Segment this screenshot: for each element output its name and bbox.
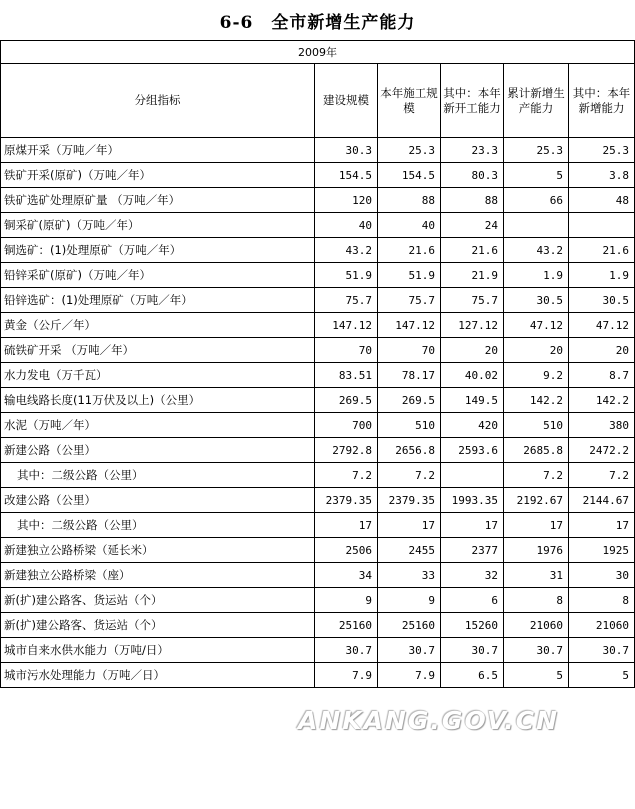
table-cell: 43.2 bbox=[504, 238, 569, 263]
table-cell: 2472.2 bbox=[569, 438, 635, 463]
table-cell: 20 bbox=[569, 338, 635, 363]
table-cell: 5 bbox=[504, 663, 569, 688]
page-title: 6-6 全市新增生产能力 bbox=[219, 12, 416, 33]
row-label: 水泥（万吨／年） bbox=[1, 413, 315, 438]
table-cell: 30.7 bbox=[315, 638, 378, 663]
table-cell: 1993.35 bbox=[441, 488, 504, 513]
table-cell: 2192.67 bbox=[504, 488, 569, 513]
row-label: 铁矿开采(原矿)（万吨／年） bbox=[1, 163, 315, 188]
table-cell: 1.9 bbox=[504, 263, 569, 288]
table-cell: 30.5 bbox=[569, 288, 635, 313]
row-label: 铜采矿(原矿)（万吨／年） bbox=[1, 213, 315, 238]
table-cell: 154.5 bbox=[378, 163, 441, 188]
table-cell: 3.8 bbox=[569, 163, 635, 188]
table-cell: 2144.67 bbox=[569, 488, 635, 513]
row-label: 其中：二级公路（公里） bbox=[1, 513, 315, 538]
table-cell: 25.3 bbox=[569, 138, 635, 163]
table-cell: 47.12 bbox=[569, 313, 635, 338]
table-row bbox=[1, 488, 635, 513]
table-cell: 48 bbox=[569, 188, 635, 213]
table-cell: 5 bbox=[569, 663, 635, 688]
table-cell: 7.2 bbox=[315, 463, 378, 488]
row-label: 新建独立公路桥梁（座） bbox=[1, 563, 315, 588]
table-cell: 2593.6 bbox=[441, 438, 504, 463]
table-cell: 17 bbox=[504, 513, 569, 538]
table-cell: 154.5 bbox=[315, 163, 378, 188]
row-label: 铅锌采矿(原矿)（万吨／年） bbox=[1, 263, 315, 288]
table-cell bbox=[441, 463, 504, 488]
table-cell: 88 bbox=[378, 188, 441, 213]
table-cell: 17 bbox=[315, 513, 378, 538]
table-cell: 34 bbox=[315, 563, 378, 588]
table-cell: 88 bbox=[441, 188, 504, 213]
table-cell: 510 bbox=[378, 413, 441, 438]
table-cell: 147.12 bbox=[378, 313, 441, 338]
table-cell: 2379.35 bbox=[315, 488, 378, 513]
column-header-3: 其中：本年新开工能力 bbox=[441, 64, 504, 138]
table-cell: 70 bbox=[378, 338, 441, 363]
table-row bbox=[1, 238, 635, 263]
table-cell: 510 bbox=[504, 413, 569, 438]
table-row bbox=[1, 613, 635, 638]
table-cell: 75.7 bbox=[441, 288, 504, 313]
table-row bbox=[1, 638, 635, 663]
table-cell: 8 bbox=[569, 588, 635, 613]
table-cell: 7.2 bbox=[504, 463, 569, 488]
row-label: 水力发电（万千瓦） bbox=[1, 363, 315, 388]
table-cell: 25.3 bbox=[504, 138, 569, 163]
table-cell: 75.7 bbox=[315, 288, 378, 313]
table-cell: 15260 bbox=[441, 613, 504, 638]
table-cell: 700 bbox=[315, 413, 378, 438]
table-cell: 7.2 bbox=[569, 463, 635, 488]
table-cell: 40 bbox=[315, 213, 378, 238]
table-cell: 269.5 bbox=[378, 388, 441, 413]
column-header-5: 其中：本年新增能力 bbox=[569, 64, 635, 138]
row-label: 城市污水处理能力（万吨／日） bbox=[1, 663, 315, 688]
table-cell: 30.7 bbox=[378, 638, 441, 663]
table-cell: 142.2 bbox=[569, 388, 635, 413]
table-row bbox=[1, 263, 635, 288]
table-cell: 40.02 bbox=[441, 363, 504, 388]
table-cell: 149.5 bbox=[441, 388, 504, 413]
table-cell: 1976 bbox=[504, 538, 569, 563]
table-cell: 6.5 bbox=[441, 663, 504, 688]
table-row bbox=[1, 138, 635, 163]
table-row bbox=[1, 188, 635, 213]
row-label: 输电线路长度(11万伏及以上)（公里） bbox=[1, 388, 315, 413]
table-cell: 83.51 bbox=[315, 363, 378, 388]
table-cell: 9.2 bbox=[504, 363, 569, 388]
row-label: 硫铁矿开采 （万吨／年） bbox=[1, 338, 315, 363]
row-label: 其中：二级公路（公里） bbox=[1, 463, 315, 488]
row-label: 新建公路（公里） bbox=[1, 438, 315, 463]
table-cell: 7.9 bbox=[378, 663, 441, 688]
row-label: 黄金（公斤／年） bbox=[1, 313, 315, 338]
table-cell: 78.17 bbox=[378, 363, 441, 388]
row-label: 铜选矿：(1)处理原矿（万吨／年） bbox=[1, 238, 315, 263]
table-row bbox=[1, 413, 635, 438]
table-cell: 75.7 bbox=[378, 288, 441, 313]
row-label: 铅锌选矿：(1)处理原矿（万吨／年） bbox=[1, 288, 315, 313]
column-header-2: 本年施工规模 bbox=[378, 64, 441, 138]
table-cell: 21.6 bbox=[378, 238, 441, 263]
table-cell: 21.9 bbox=[441, 263, 504, 288]
table-row bbox=[1, 313, 635, 338]
capacity-table bbox=[0, 63, 635, 688]
table-cell: 8 bbox=[504, 588, 569, 613]
row-label: 改建公路（公里） bbox=[1, 488, 315, 513]
table-row bbox=[1, 388, 635, 413]
table-cell: 40 bbox=[378, 213, 441, 238]
table-cell: 30.7 bbox=[504, 638, 569, 663]
table-cell: 21.6 bbox=[441, 238, 504, 263]
table-row bbox=[1, 288, 635, 313]
table-cell: 80.3 bbox=[441, 163, 504, 188]
table-cell bbox=[569, 213, 635, 238]
table-cell: 2377 bbox=[441, 538, 504, 563]
table-cell: 66 bbox=[504, 188, 569, 213]
table-cell: 6 bbox=[441, 588, 504, 613]
table-header-row bbox=[1, 64, 635, 138]
table-cell: 7.2 bbox=[378, 463, 441, 488]
table-cell: 17 bbox=[378, 513, 441, 538]
table-row bbox=[1, 363, 635, 388]
row-label: 新(扩)建公路客、货运站（个） bbox=[1, 613, 315, 638]
table-cell: 2506 bbox=[315, 538, 378, 563]
table-cell: 120 bbox=[315, 188, 378, 213]
table-cell: 1.9 bbox=[569, 263, 635, 288]
table-cell: 30 bbox=[569, 563, 635, 588]
table-cell: 2656.8 bbox=[378, 438, 441, 463]
row-label: 城市自来水供水能力（万吨/日） bbox=[1, 638, 315, 663]
table-cell: 2685.8 bbox=[504, 438, 569, 463]
table-cell: 8.7 bbox=[569, 363, 635, 388]
table-cell: 2792.8 bbox=[315, 438, 378, 463]
table-cell: 20 bbox=[504, 338, 569, 363]
table-cell: 30.3 bbox=[315, 138, 378, 163]
table-cell: 47.12 bbox=[504, 313, 569, 338]
table-cell bbox=[504, 213, 569, 238]
table-cell: 24 bbox=[441, 213, 504, 238]
table-cell: 9 bbox=[378, 588, 441, 613]
table-cell: 20 bbox=[441, 338, 504, 363]
table-cell: 30.7 bbox=[569, 638, 635, 663]
table-cell: 25160 bbox=[378, 613, 441, 638]
table-cell: 23.3 bbox=[441, 138, 504, 163]
table-cell: 7.9 bbox=[315, 663, 378, 688]
table-cell: 21.6 bbox=[569, 238, 635, 263]
table-cell: 5 bbox=[504, 163, 569, 188]
table-cell: 147.12 bbox=[315, 313, 378, 338]
table-cell: 51.9 bbox=[378, 263, 441, 288]
table-cell: 33 bbox=[378, 563, 441, 588]
table-row bbox=[1, 163, 635, 188]
table-cell: 21060 bbox=[569, 613, 635, 638]
table-row bbox=[1, 513, 635, 538]
watermark-logo: ANKANG.GOV.CN bbox=[298, 706, 560, 735]
table-cell: 142.2 bbox=[504, 388, 569, 413]
table-cell: 420 bbox=[441, 413, 504, 438]
table-cell: 2379.35 bbox=[378, 488, 441, 513]
table-cell: 30.7 bbox=[441, 638, 504, 663]
table-cell: 51.9 bbox=[315, 263, 378, 288]
row-label: 铁矿选矿处理原矿量 （万吨／年） bbox=[1, 188, 315, 213]
table-cell: 32 bbox=[441, 563, 504, 588]
column-header-4: 累计新增生产能力 bbox=[504, 64, 569, 138]
table-cell: 43.2 bbox=[315, 238, 378, 263]
table-row bbox=[1, 563, 635, 588]
table-cell: 2455 bbox=[378, 538, 441, 563]
table-cell: 380 bbox=[569, 413, 635, 438]
table-cell: 1925 bbox=[569, 538, 635, 563]
table-row bbox=[1, 663, 635, 688]
column-header-1: 建设规模 bbox=[315, 64, 378, 138]
table-row bbox=[1, 588, 635, 613]
table-cell: 17 bbox=[569, 513, 635, 538]
row-label: 新(扩)建公路客、货运站（个） bbox=[1, 588, 315, 613]
row-label: 原煤开采（万吨／年） bbox=[1, 138, 315, 163]
table-cell: 25160 bbox=[315, 613, 378, 638]
row-label: 新建独立公路桥梁（延长米） bbox=[1, 538, 315, 563]
table-cell: 25.3 bbox=[378, 138, 441, 163]
table-cell: 21060 bbox=[504, 613, 569, 638]
year-label: 2009年 bbox=[0, 40, 635, 63]
table-row bbox=[1, 538, 635, 563]
table-cell: 31 bbox=[504, 563, 569, 588]
table-row bbox=[1, 438, 635, 463]
table-cell: 127.12 bbox=[441, 313, 504, 338]
table-cell: 70 bbox=[315, 338, 378, 363]
table-row bbox=[1, 338, 635, 363]
table-row bbox=[1, 463, 635, 488]
column-header-indicator: 分组指标 bbox=[1, 64, 315, 138]
table-cell: 9 bbox=[315, 588, 378, 613]
table-cell: 30.5 bbox=[504, 288, 569, 313]
table-cell: 17 bbox=[441, 513, 504, 538]
table-row bbox=[1, 213, 635, 238]
table-cell: 269.5 bbox=[315, 388, 378, 413]
